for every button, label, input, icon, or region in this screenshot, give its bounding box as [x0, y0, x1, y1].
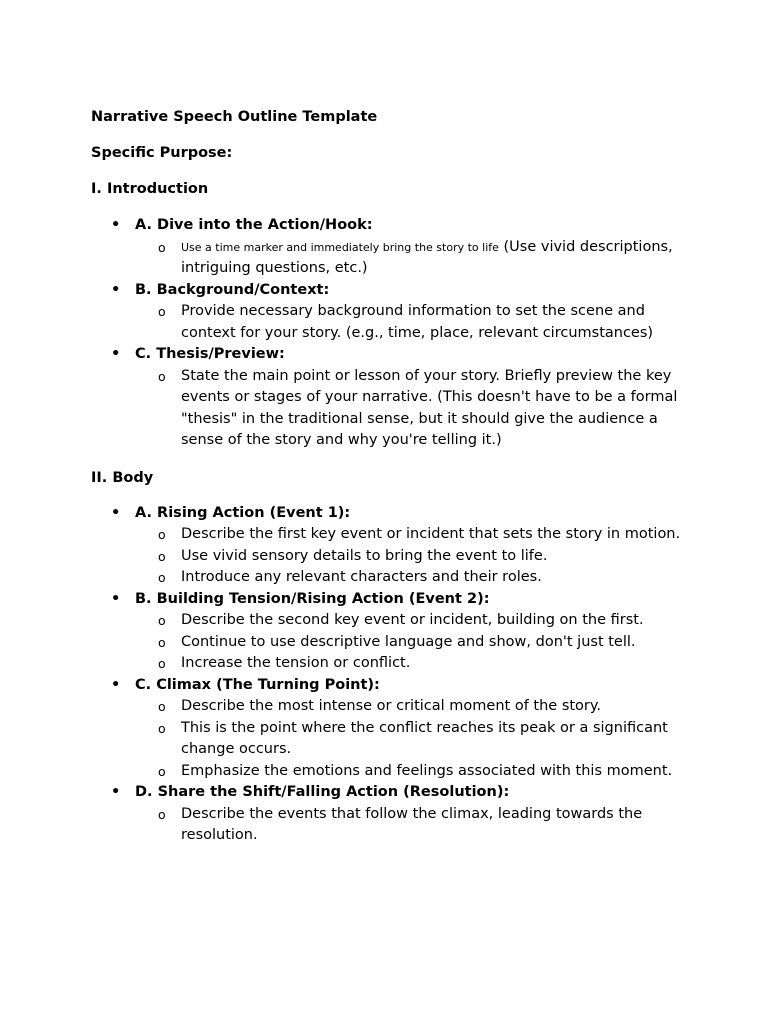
- sub-item-small-text: Use a time marker and immediately bring the story to life: [181, 240, 499, 254]
- document-page: [91, 107, 691, 847]
- bullet-marker: •: [111, 504, 121, 521]
- outline-item-label: C. Climax (The Turning Point):: [135, 676, 380, 693]
- sub-marker: o: [158, 368, 166, 384]
- sub-marker: o: [158, 304, 166, 319]
- sub-item-text: This is the point where the conflict reaches its peak or a significant change occurs.: [181, 719, 668, 757]
- sub-marker: o: [158, 527, 166, 542]
- sub-item-text: Describe the events that follow the climax, leading towards the resolution.: [181, 805, 643, 843]
- sub-list: [135, 524, 691, 589]
- introduction-heading: I. Introduction: [91, 181, 209, 197]
- body-heading: II. Body: [91, 469, 154, 486]
- outline-item-falling-action: [91, 782, 691, 847]
- sub-marker: o: [158, 613, 166, 628]
- bullet-marker: •: [111, 784, 121, 800]
- bullet-marker: •: [111, 676, 121, 693]
- outline-item-thesis: [91, 344, 691, 452]
- body-list: [91, 503, 691, 847]
- sub-marker: o: [158, 699, 166, 714]
- outline-item-climax: [91, 675, 691, 783]
- sub-marker: o: [158, 570, 166, 585]
- sub-item-text: Provide necessary background information to set the scene and context for your story. (e.g., time, place, relevant circumstances): [181, 303, 654, 341]
- sub-list: [135, 366, 691, 452]
- outline-item-background: [91, 280, 691, 345]
- sub-item: [135, 804, 691, 847]
- sub-item-text: State the main point or lesson of your story. Briefly preview the key events or stages of your narrative. (This doesn't have to be a formal "thesis" in the traditional sense, but it should give the audience a sense of the story and why you're telling it.): [181, 367, 678, 448]
- sub-item: [135, 567, 691, 589]
- specific-purpose-label: Specific Purpose:: [91, 145, 233, 161]
- outline-item-hook: [91, 215, 691, 280]
- sub-item-text: (Use vivid descriptions, intriguing questions, etc.): [181, 238, 673, 276]
- outline-item-label: B. Background/Context:: [135, 281, 330, 298]
- document-title: Narrative Speech Outline Template: [91, 109, 378, 125]
- introduction-list: [91, 215, 691, 452]
- sub-item: [135, 696, 691, 718]
- sub-marker: o: [158, 763, 166, 779]
- sub-item: [135, 366, 691, 452]
- sub-list: [135, 301, 691, 344]
- sub-item-text: Use vivid sensory details to bring the event to life.: [181, 547, 548, 564]
- bullet-marker: •: [111, 281, 121, 298]
- outline-item-rising-action: [91, 503, 691, 589]
- outline-item-label: B. Building Tension/Rising Action (Event 2):: [135, 590, 490, 607]
- sub-marker: o: [158, 720, 166, 736]
- sub-item: [135, 237, 691, 280]
- sub-item: [135, 301, 691, 344]
- outline-item-label: C. Thesis/Preview:: [135, 346, 285, 362]
- bullet-marker: •: [111, 346, 121, 362]
- sub-marker: o: [158, 548, 166, 564]
- sub-item-text: Introduce any relevant characters and their roles.: [181, 569, 542, 585]
- bullet-marker: •: [111, 217, 121, 233]
- sub-item-text: Increase the tension or conflict.: [181, 655, 411, 671]
- sub-list: [135, 804, 691, 847]
- sub-item-text: Describe the most intense or critical moment of the story.: [181, 698, 602, 714]
- outline-item-building-tension: [91, 589, 691, 675]
- sub-item-text: Describe the second key event or incident, building on the first.: [181, 612, 644, 628]
- outline-item-label: D. Share the Shift/Falling Action (Resolution):: [135, 784, 510, 800]
- sub-item: [135, 524, 691, 546]
- sub-item-text: Continue to use descriptive language and show, don't just tell.: [181, 633, 636, 650]
- sub-list: [135, 237, 691, 280]
- sub-marker: o: [158, 239, 166, 255]
- sub-item-text: Describe the first key event or incident that sets the story in motion.: [181, 526, 681, 542]
- sub-item: [135, 632, 691, 654]
- outline-item-label: A. Dive into the Action/Hook:: [135, 217, 373, 233]
- sub-marker: o: [158, 634, 166, 650]
- sub-item: [135, 546, 691, 568]
- sub-marker: o: [158, 656, 166, 671]
- sub-item: [135, 610, 691, 632]
- sub-item: [135, 718, 691, 761]
- sub-item: [135, 761, 691, 783]
- sub-list: [135, 610, 691, 675]
- outline-item-label: A. Rising Action (Event 1):: [135, 504, 351, 521]
- bullet-marker: •: [111, 590, 121, 607]
- sub-item-text: Emphasize the emotions and feelings associated with this moment.: [181, 762, 673, 779]
- sub-list: [135, 696, 691, 782]
- sub-item: [135, 653, 691, 675]
- sub-marker: o: [158, 806, 166, 822]
